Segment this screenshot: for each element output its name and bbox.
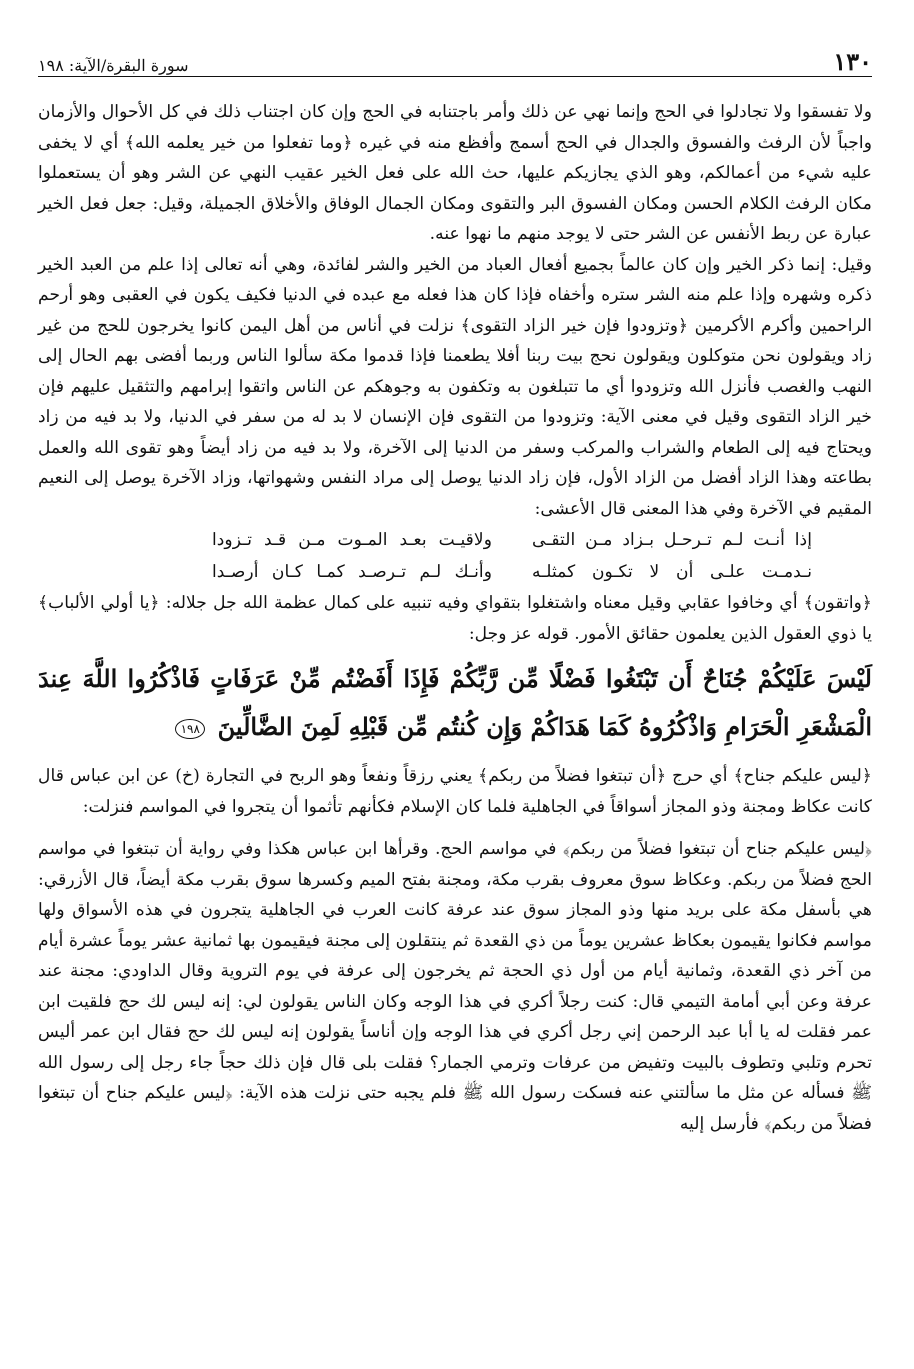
page-header (38, 44, 872, 77)
paragraph: ولا تفسقوا ولا تجادلوا في الحج وإنما نهي عن ذلك وأمر باجتنابه في الحج وإن كان اجتناب ذلك في كل الأحوال والأزمان واجباً لأن الرفث والفسوق والجدال في الحج أسمج وأفظع منه في غيره ﴿وما تفعلوا من خير يعلمه الله﴾ أي لا يخفى عليه شيء من أعمالكم، وهو الذي يجازيكم عليها، حث الله على فعل الخير عقيب النهي عن الشر وهو أن يستعملوا مكان الرفث الكلام الحسن ومكان الفسوق البر والتقوى ومكان الجمال الوفاق والأخلاق الجميلة، وقيل: جعل فعل الخير عبارة عن ربط الأنفس عن الشر حتى لا يوجد منهم ما نهوا عنه. (38, 102, 873, 244)
tafsir-paragraph: ﴿ليس عليكم جناح﴾ أي حرج ﴿أن تبتغوا فضلاً من ربكم﴾ يعني رزقاً ونفعاً وهو الربح في التجارة (خ) عن ابن عباس قال كانت عكاظ ومجنة وذو المجاز أسواقاً في الجاهلية فلما كان الإسلام فكأنهم تأثموا أن يتجروا في المواسم فنزلت: (38, 766, 872, 817)
page-number: ١٣٠ (833, 47, 872, 76)
tafsir-paragraph: ﴿ليس عليكم جناح أن تبتغوا فضلاً من ربكم﴾ في مواسم الحج. وقرأها ابن عباس هكذا وفي رواية أن تبتغوا في مواسم الحج فضلاً من ربكم. وعكاظ سوق معروف بقرب مكة، ومجنة بفتح الميم وكسرها سوق بقرب مكة أيضاً، قال الأزرقي: هي بأسفل مكة على بريد منها وذو المجاز سوق عند عرفة كانت العرب في الجاهلية يتجرون في هذه الأسواق ولها مواسم فكانوا يقيمون بعكاظ عشرين يوماً من ذي القعدة ثم ينتقلون إلى مجنة فيقيمون بها ثمانية عشر يوماً عشرة أيام من آخر ذي القعدة، وثمانية أيام من أول ذي الحجة ثم يخرجون إلى عرفة في يوم التروية وقال الداودي: مجنة عند عرفة وعن أبي أمامة التيمي قال: كنت رجلاً أكري في هذا الوجه وكان الناس يقولون لي: إنه ليس لك حج فلقيت ابن عمر فقلت له يا أبا عبد الرحمن إني رجل أكري في هذا الوجه وإن أناساً يقولون إنه ليس لك حج فقال ابن عمر أليس تحرم وتلبي وتطوف بالبيت وتفيض من عرفات وترمي الجمار؟ فقلت بلى قال فإن ذلك حجاً جاء رجل إلى رسول الله ﷺ فسأله عن مثل ما سألتني عنه فسكت رسول الله ﷺ فلم يجبه حتى نزلت هذه الآية: ﴿ليس عليكم جناح أن تبتغوا فضلاً من ربكم﴾ فأرسل إليه (38, 839, 872, 1134)
poem-hemistich: إذا أنـت لـم تـرحـل بـزاد مـن التقـى (532, 530, 812, 550)
poem (212, 524, 812, 588)
paragraph: وقيل: إنما ذكر الخير وإن كان عالماً بجميع أفعال العباد من الخير والشر لفائدة، وهي أنه تعالى إذا علم من العبد الخير ذكره وشهره وإذا علم منه الشر ستره وأخفاه فإذا كان هذا فعله مع عبده في الدنيا فكيف يكون في العقبى وهو أرحم الراحمين وأكرم الأكرمين ﴿وتزودوا فإن خير الزاد التقوى﴾ نزلت في أناس من أهل اليمن كانوا يخرجون للحج من غير زاد ويقولون نحن متوكلون ويقولون نحج بيت ربنا أفلا يطعمنا فإذا قدموا مكة سألوا الناس وربما أفضى بهم الحال إلى النهب والغصب فأنزل الله وتزودوا أي ما تتبلغون به وتكفون به وجوهكم عن الناس واتقوا إبرامهم والتثقيل عليهم فإن خير الزاد التقوى وقيل في معنى الآية: وتزودوا من التقوى فإن الإنسان لا بد له من سفر في الدنيا، ولا بد فيه من زاد ويحتاج فيه إلى الطعام والشراب والمركب وسفر من الدنيا إلى الآخرة، ولا بد فيه من زاد أيضاً وهو تقوى الله والعمل بطاعته وهذا الزاد أفضل من الزاد الأول، فإن زاد الدنيا يوصل إلى مراد النفس وشهواتها، وزاد الآخرة يوصل إلى النعيم المقيم في الآخرة وفي هذا المعنى قال الأعشى: (38, 254, 872, 519)
poem-hemistich: ولاقيـت بعـد المـوت مـن قـد تـزودا (212, 530, 492, 550)
poem-hemistich: وأنـك لـم تـرصـد كمـا كـان أرصـدا (212, 562, 492, 582)
paragraph: ﴿واتقون﴾ أي وخافوا عقابي وقيل معناه واشتغلوا بتقواي وفيه تنبيه على كمال عظمة الله جل جلاله: ﴿يا أولي الألباب﴾ يا ذوي العقول الذين يعلمون حقائق الأمور. قوله عز وجل: (38, 593, 872, 644)
quran-verse (38, 655, 872, 751)
quran-text: لَيْسَ عَلَيْكُمْ جُنَاحٌ أَن تَبْتَغُوا فَضْلًا مِّن رَّبِّكُمْ فَإِذَا أَفَضْتُم مِّنْ عَرَفَاتٍ فَاذْكُرُوا اللَّهَ عِندَ الْمَشْعَرِ الْحَرَامِ وَاذْكُرُوهُ كَمَا هَدَاكُمْ وَإِن كُنتُم مِّن قَبْلِهِ لَمِنَ الضَّالِّينَ (38, 664, 872, 741)
page-body (38, 97, 872, 1139)
ayah-number-marker: ١٩٨ (175, 719, 205, 739)
poem-hemistich: نـدمـت علـى أن لا تكـون كمثلـه (532, 562, 812, 582)
spacer (38, 822, 872, 834)
running-title: سورة البقرة/الآية: ١٩٨ (38, 56, 189, 75)
